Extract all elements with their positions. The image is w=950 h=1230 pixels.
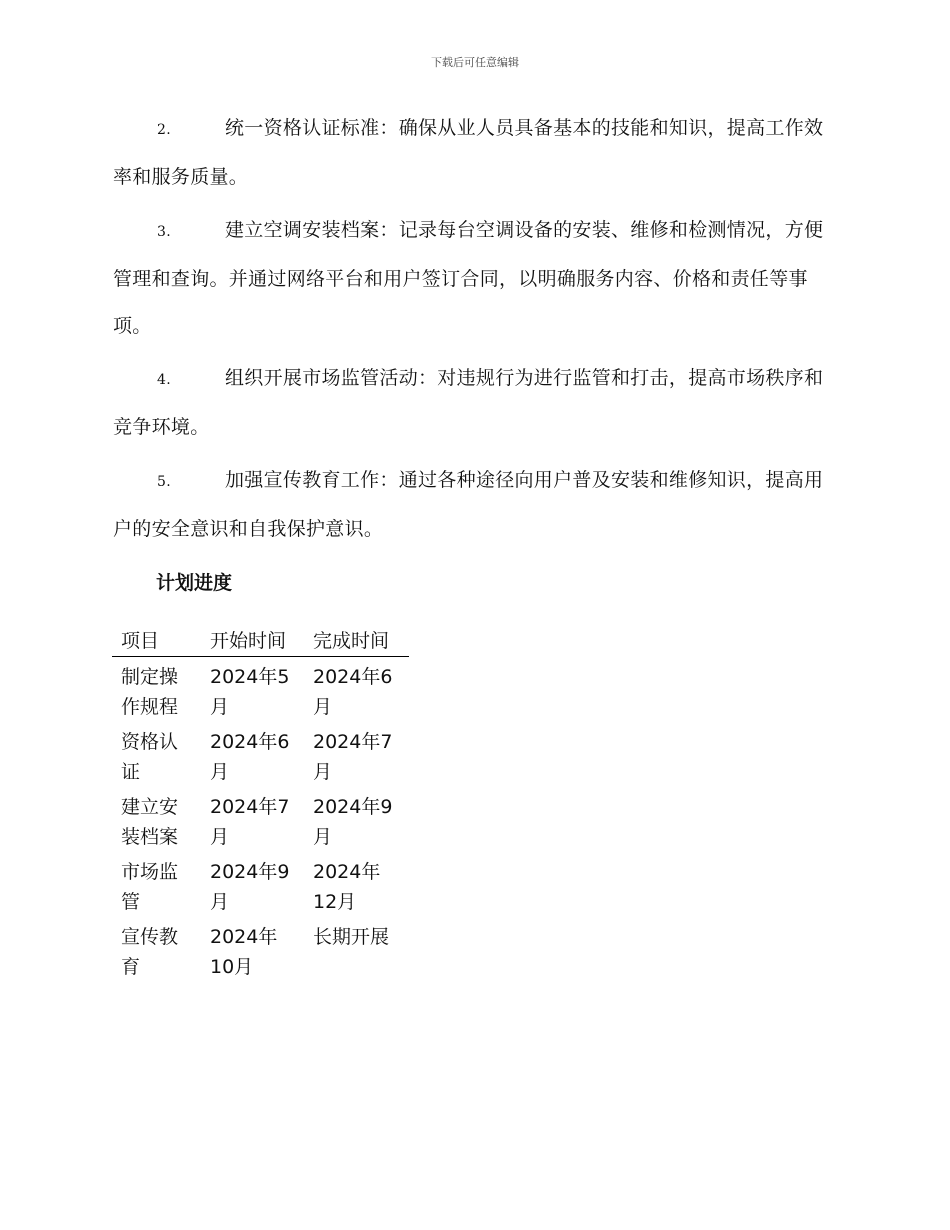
cell-end: 2024年6月 [313,666,393,718]
table-row [112,787,409,852]
cell-item: 市场监管 [121,861,179,913]
cell-start: 2024年10月 [210,926,278,978]
cell-end: 长期开展 [313,926,390,948]
cell-start: 2024年6月 [210,731,290,783]
list-item-number: 3. [157,224,171,240]
cell-end: 2024年12月 [313,861,381,913]
cell-start: 2024年9月 [210,861,290,913]
column-header-start: 开始时间 [201,626,304,657]
list-item [113,355,838,451]
table-header-row [112,626,409,657]
list-item-text: 建立空调安装档案：记录每台空调设备的安装、维修和检测情况，方便管理和查询。并通过网络平台和用户签订合同，以明确服务内容、价格和责任等事项。 [113,219,824,337]
section-title: 计划进度 [156,572,233,594]
table-row [112,852,409,917]
list-item [113,105,838,201]
cell-start: 2024年5月 [210,666,290,718]
list-item-number: 4. [157,372,171,388]
schedule-table [112,626,409,982]
cell-end: 2024年7月 [313,731,393,783]
cell-end: 2024年9月 [313,796,393,848]
list-item-text: 组织开展市场监管活动：对违规行为进行监管和打击，提高市场秩序和竞争环境。 [113,367,824,438]
table-row [112,722,409,787]
cell-item: 制定操作规程 [121,666,179,718]
cell-item: 宣传教育 [121,926,179,978]
cell-item: 建立安装档案 [121,796,179,848]
list-item [113,457,838,553]
cell-item: 资格认证 [121,731,179,783]
list-item-text: 统一资格认证标准：确保从业人员具备基本的技能和知识，提高工作效率和服务质量。 [113,117,824,188]
list-item [113,207,838,350]
list-item-number: 5. [157,474,171,490]
table-row [112,917,409,982]
column-header-end: 完成时间 [304,626,409,657]
list-item-text: 加强宣传教育工作：通过各种途径向用户普及安装和维修知识，提高用户的安全意识和自我保护意识。 [113,469,824,540]
list-item-number: 2. [157,122,171,138]
cell-start: 2024年7月 [210,796,290,848]
table-row [112,657,409,723]
column-header-item: 项目 [112,626,201,657]
page-header: 下载后可任意编辑 [431,56,519,69]
